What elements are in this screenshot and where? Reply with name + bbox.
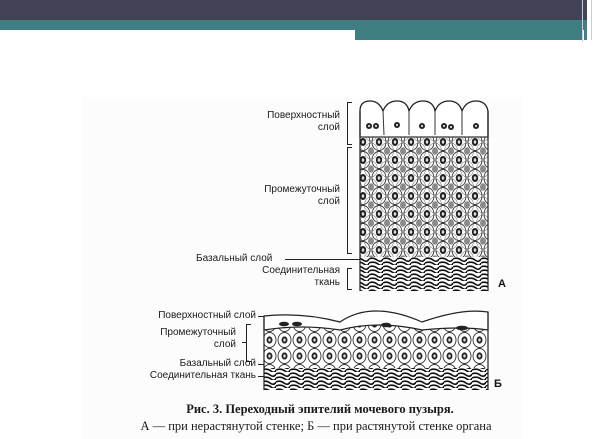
slide-edge-teal — [584, 20, 587, 40]
label-intermediate-layer-b1: Промежуточный — [160, 327, 236, 338]
slide-accent-tab-right — [513, 20, 583, 40]
label-connective-a2: ткань — [314, 277, 340, 288]
slide-edge-dark — [584, 0, 587, 20]
label-intermediate-layer-a1: Промежуточный — [264, 184, 340, 195]
label-intermediate-layer-b2: слой — [213, 339, 236, 350]
label-intermediate-layer-a2: слой — [317, 196, 340, 207]
label-surface-layer-a1: Поверхностный — [267, 110, 340, 121]
bracket-intermediate-b — [246, 324, 251, 362]
bracket-connective-a — [347, 268, 352, 290]
figure-caption-subtitle: А — при нерастянутой стенке; Б — при растянутой стенке органа — [140, 419, 492, 433]
label-basal-layer-b: Базальный слой — [179, 358, 256, 369]
label-surface-layer-a2: слой — [317, 122, 340, 133]
bracket-surface-a — [347, 102, 352, 145]
bracket-intermediate-a — [347, 147, 352, 254]
label-connective-b: Соединительная ткань — [149, 370, 256, 381]
label-connective-a1: Соединительная — [262, 265, 340, 276]
slide-accent-tab — [355, 30, 513, 40]
slide-header-bar — [0, 0, 600, 20]
slide-accent-stripe — [0, 20, 600, 30]
decorative-vertical-line — [591, 0, 592, 40]
tissue-drawing-a — [355, 97, 495, 297]
panel-letter-b: Б — [494, 378, 502, 390]
label-surface-layer-b: Поверхностный слой — [158, 310, 256, 321]
panel-letter-a: А — [498, 278, 506, 290]
decorative-vertical-line — [582, 0, 583, 42]
figure-caption-title: Рис. 3. Переходный эпителий мочевого пузыря. — [186, 402, 454, 416]
bracket-tick-b — [242, 342, 246, 343]
tissue-drawing-b — [262, 300, 490, 392]
label-basal-layer-a: Базальный слой — [196, 253, 273, 264]
